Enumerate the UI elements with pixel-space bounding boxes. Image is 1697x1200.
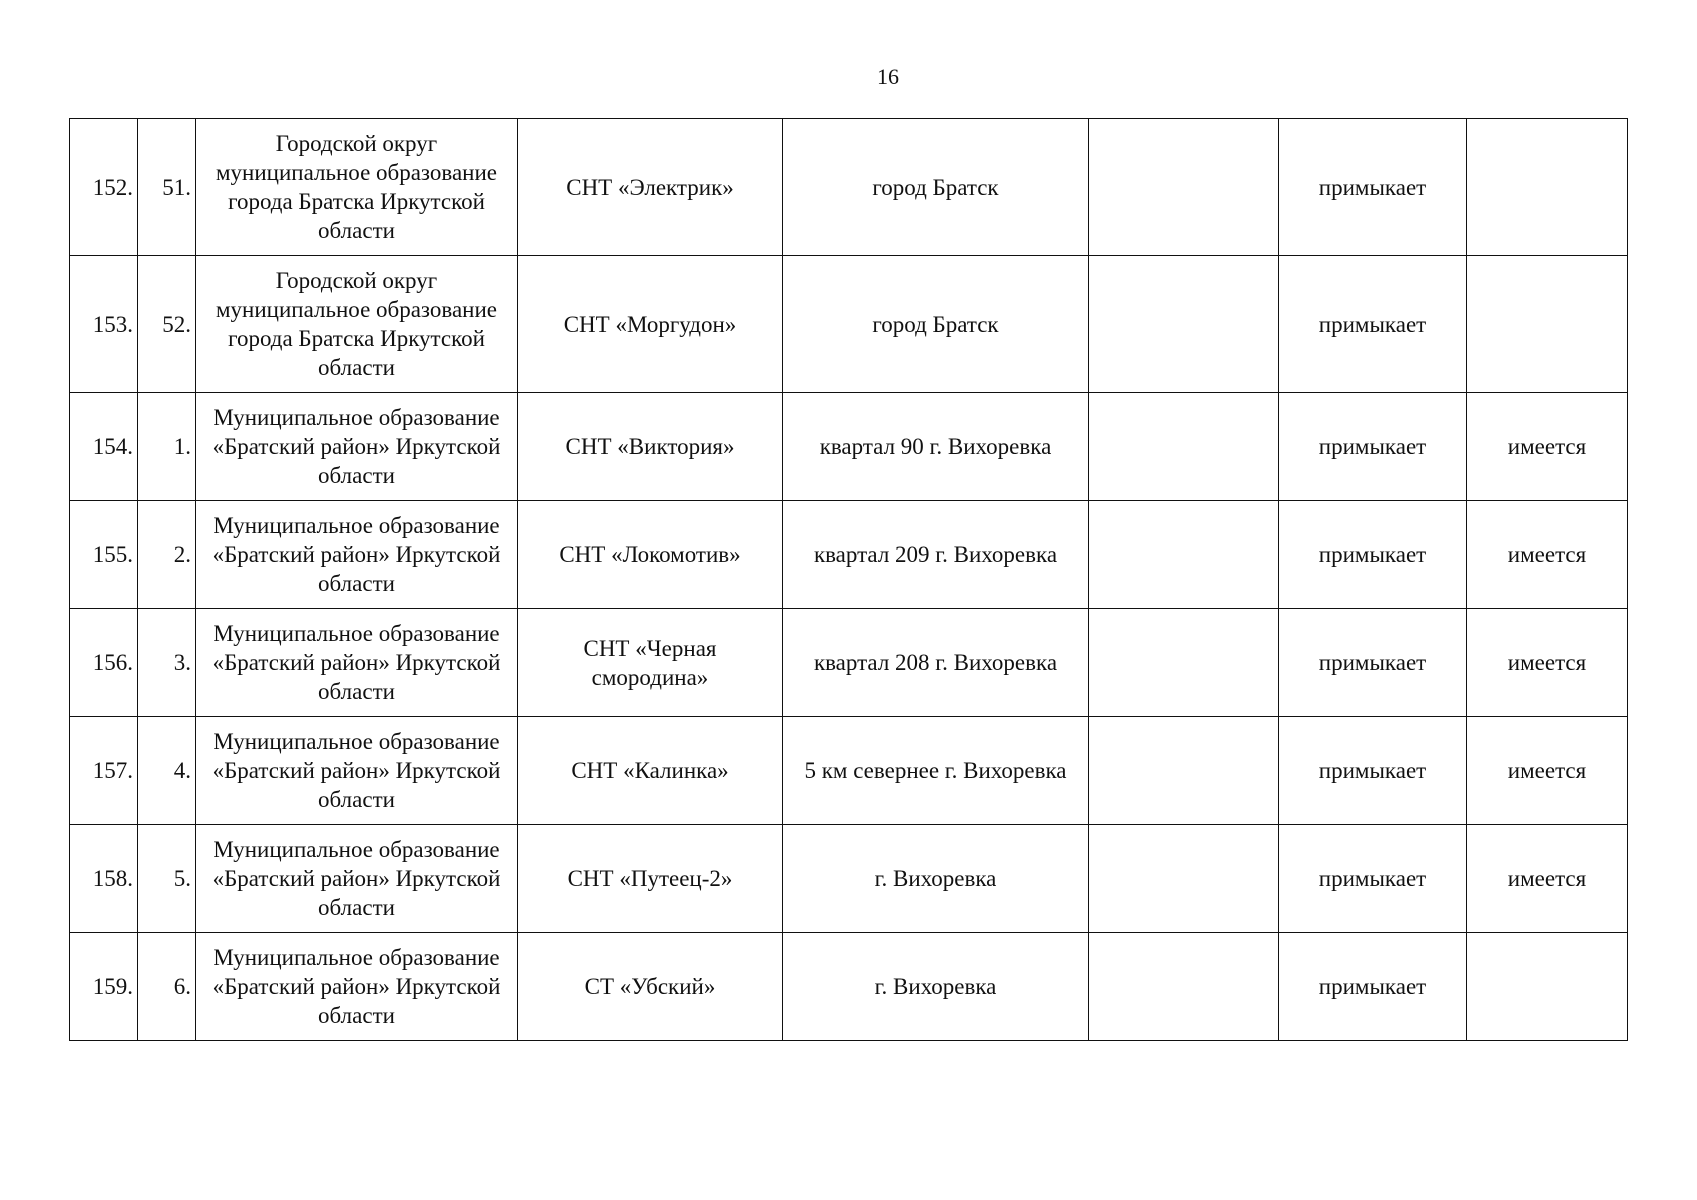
name-cell: СНТ «Путеец-2» bbox=[518, 825, 783, 933]
row-number: 155. bbox=[70, 501, 138, 609]
location-cell: 5 км севернее г. Вихоревка bbox=[783, 717, 1089, 825]
row-number: 159. bbox=[70, 933, 138, 1041]
row-sub-number: 52. bbox=[138, 256, 196, 393]
municipality-cell: Муниципальное образование «Братский район» Иркутской области bbox=[196, 609, 518, 717]
availability-cell bbox=[1467, 119, 1628, 256]
municipality-cell: Муниципальное образование «Братский район» Иркутской области bbox=[196, 825, 518, 933]
availability-cell: имеется bbox=[1467, 717, 1628, 825]
municipality-cell: Городской округ муниципальное образование города Братска Иркутской области bbox=[196, 256, 518, 393]
location-cell: квартал 90 г. Вихоревка bbox=[783, 393, 1089, 501]
municipality-cell: Муниципальное образование «Братский район» Иркутской области bbox=[196, 393, 518, 501]
row-sub-number: 2. bbox=[138, 501, 196, 609]
row-number: 153. bbox=[70, 256, 138, 393]
empty-cell bbox=[1089, 119, 1279, 256]
row-sub-number: 51. bbox=[138, 119, 196, 256]
row-sub-number: 4. bbox=[138, 717, 196, 825]
adjacency-cell: примыкает bbox=[1279, 393, 1467, 501]
name-cell: СТ «Убский» bbox=[518, 933, 783, 1041]
empty-cell bbox=[1089, 256, 1279, 393]
adjacency-cell: примыкает bbox=[1279, 717, 1467, 825]
adjacency-cell: примыкает bbox=[1279, 609, 1467, 717]
name-cell: СНТ «Черная смородина» bbox=[518, 609, 783, 717]
row-number: 158. bbox=[70, 825, 138, 933]
page-number: 16 bbox=[877, 64, 899, 89]
location-cell: город Братск bbox=[783, 119, 1089, 256]
availability-cell bbox=[1467, 933, 1628, 1041]
table-row bbox=[70, 256, 1628, 393]
availability-cell: имеется bbox=[1467, 609, 1628, 717]
table-row bbox=[70, 933, 1628, 1041]
row-sub-number: 1. bbox=[138, 393, 196, 501]
row-sub-number: 6. bbox=[138, 933, 196, 1041]
table-row bbox=[70, 609, 1628, 717]
municipality-cell: Муниципальное образование «Братский район» Иркутской области bbox=[196, 501, 518, 609]
row-sub-number: 3. bbox=[138, 609, 196, 717]
table-row bbox=[70, 717, 1628, 825]
empty-cell bbox=[1089, 393, 1279, 501]
row-number: 152. bbox=[70, 119, 138, 256]
adjacency-cell: примыкает bbox=[1279, 119, 1467, 256]
name-cell: СНТ «Моргудон» bbox=[518, 256, 783, 393]
location-cell: г. Вихоревка bbox=[783, 825, 1089, 933]
row-number: 156. bbox=[70, 609, 138, 717]
location-cell: г. Вихоревка bbox=[783, 933, 1089, 1041]
location-cell: город Братск bbox=[783, 256, 1089, 393]
name-cell: СНТ «Электрик» bbox=[518, 119, 783, 256]
row-number: 157. bbox=[70, 717, 138, 825]
adjacency-cell: примыкает bbox=[1279, 933, 1467, 1041]
empty-cell bbox=[1089, 933, 1279, 1041]
name-cell: СНТ «Локомотив» bbox=[518, 501, 783, 609]
table-row bbox=[70, 119, 1628, 256]
adjacency-cell: примыкает bbox=[1279, 256, 1467, 393]
row-number: 154. bbox=[70, 393, 138, 501]
adjacency-cell: примыкает bbox=[1279, 501, 1467, 609]
availability-cell: имеется bbox=[1467, 393, 1628, 501]
empty-cell bbox=[1089, 609, 1279, 717]
availability-cell: имеется bbox=[1467, 501, 1628, 609]
registry-table bbox=[69, 118, 1628, 1041]
empty-cell bbox=[1089, 717, 1279, 825]
municipality-cell: Муниципальное образование «Братский район» Иркутской области bbox=[196, 717, 518, 825]
availability-cell: имеется bbox=[1467, 825, 1628, 933]
table-row bbox=[70, 825, 1628, 933]
municipality-cell: Муниципальное образование «Братский район» Иркутской области bbox=[196, 933, 518, 1041]
adjacency-cell: примыкает bbox=[1279, 825, 1467, 933]
table-row bbox=[70, 393, 1628, 501]
availability-cell bbox=[1467, 256, 1628, 393]
name-cell: СНТ «Виктория» bbox=[518, 393, 783, 501]
name-cell: СНТ «Калинка» bbox=[518, 717, 783, 825]
row-sub-number: 5. bbox=[138, 825, 196, 933]
location-cell: квартал 208 г. Вихоревка bbox=[783, 609, 1089, 717]
empty-cell bbox=[1089, 825, 1279, 933]
municipality-cell: Городской округ муниципальное образование города Братска Иркутской области bbox=[196, 119, 518, 256]
table-row bbox=[70, 501, 1628, 609]
empty-cell bbox=[1089, 501, 1279, 609]
location-cell: квартал 209 г. Вихоревка bbox=[783, 501, 1089, 609]
